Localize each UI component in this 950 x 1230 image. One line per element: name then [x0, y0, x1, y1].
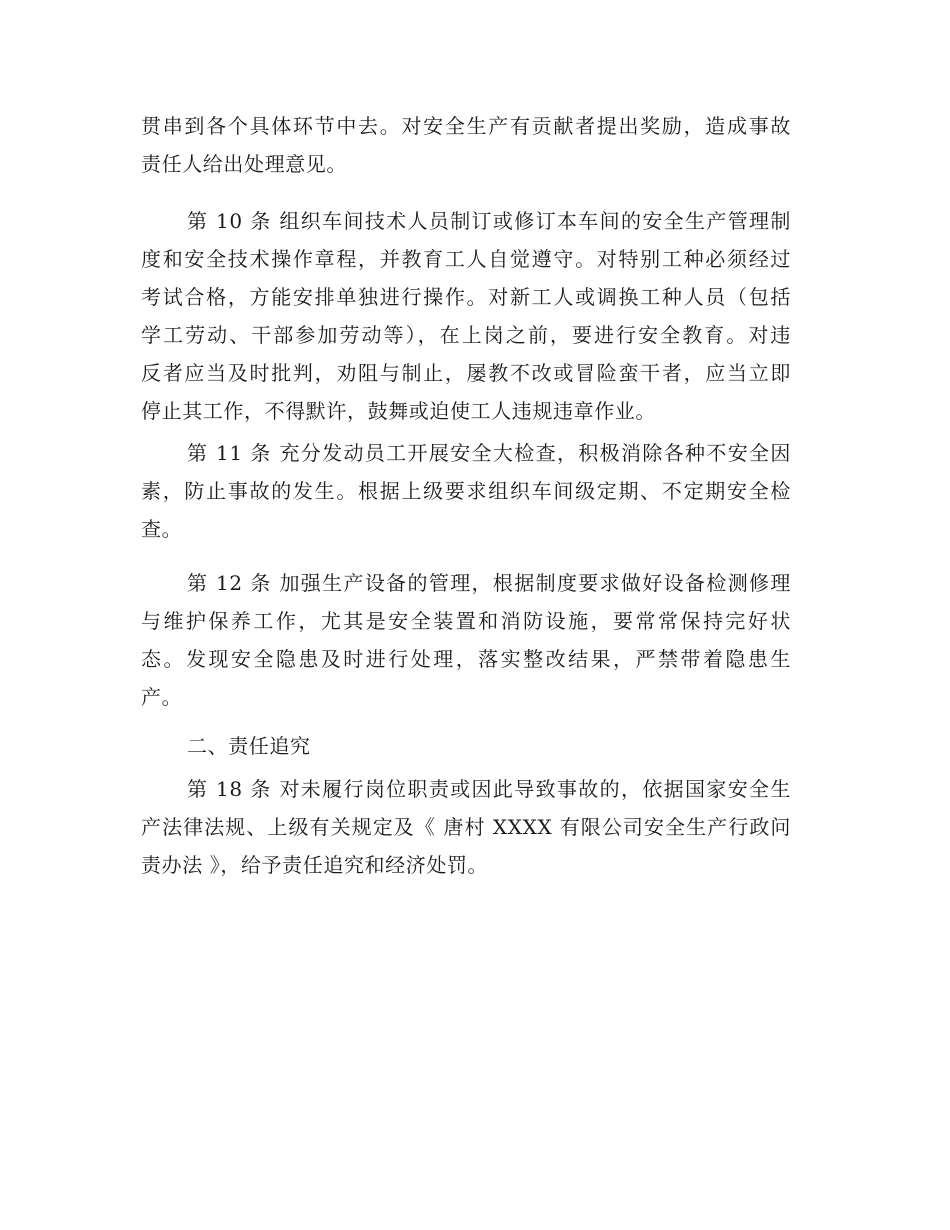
- paragraph-article-18: [141, 770, 791, 884]
- paragraph-continuation: [141, 107, 791, 183]
- paragraph-line: 产。: [141, 685, 183, 709]
- paragraph-line: 停止其工作，不得默许，鼓舞或迫使工人违规违章作业。: [141, 399, 656, 423]
- paragraph-article-11: [141, 434, 791, 548]
- paragraph-line: 查。: [141, 517, 183, 541]
- paragraph-line: 第 18 条 对未履行岗位职责或因此导致事故的，依据国家安全生: [187, 777, 791, 801]
- paragraph-line: 第 12 条 加强生产设备的管理，根据制度要求做好设备检测修理: [187, 571, 791, 595]
- paragraph-line: 考试合格，方能安排单独进行操作。对新工人或调换工种人员（包括: [141, 285, 791, 309]
- paragraph-line: 学工劳动、干部参加劳动等），在上岗之前，要进行安全教育。对违: [141, 323, 791, 347]
- paragraph-line: 责任人给出处理意见。: [141, 152, 347, 176]
- paragraph-line: 反者应当及时批判，劝阻与制止，屡教不改或冒险蛮干者，应当立即: [141, 361, 791, 385]
- paragraph-line: 度和安全技术操作章程，并教育工人自觉遵守。对特别工种必须经过: [141, 247, 791, 271]
- paragraph-line: 与维护保养工作，尤其是安全装置和消防设施，要常常保持完好状: [141, 609, 791, 633]
- paragraph-article-10: [141, 202, 791, 430]
- paragraph-line: 素，防止事故的发生。根据上级要求组织车间级定期、不定期安全检: [141, 479, 791, 503]
- section-heading: [141, 727, 791, 765]
- paragraph-line: 态。发现安全隐患及时进行处理，落实整改结果，严禁带着隐患生: [141, 647, 791, 671]
- paragraph-line: 贯串到各个具体环节中去。对安全生产有贡献者提出奖励，造成事故: [141, 114, 791, 138]
- section-heading-text: 二、责任追究: [187, 734, 311, 758]
- paragraph-line: 责办法 》，给予责任追究和经济处罚。: [141, 853, 489, 877]
- paragraph-line: 第 11 条 充分发动员工开展安全大检查，积极消除各种不安全因: [187, 441, 791, 465]
- paragraph-line: 产法律法规、上级有关规定及《 唐村 XXXX 有限公司安全生产行政问: [141, 815, 791, 839]
- paragraph-article-12: [141, 564, 791, 716]
- paragraph-line: 第 10 条 组织车间技术人员制订或修订本车间的安全生产管理制: [187, 209, 791, 233]
